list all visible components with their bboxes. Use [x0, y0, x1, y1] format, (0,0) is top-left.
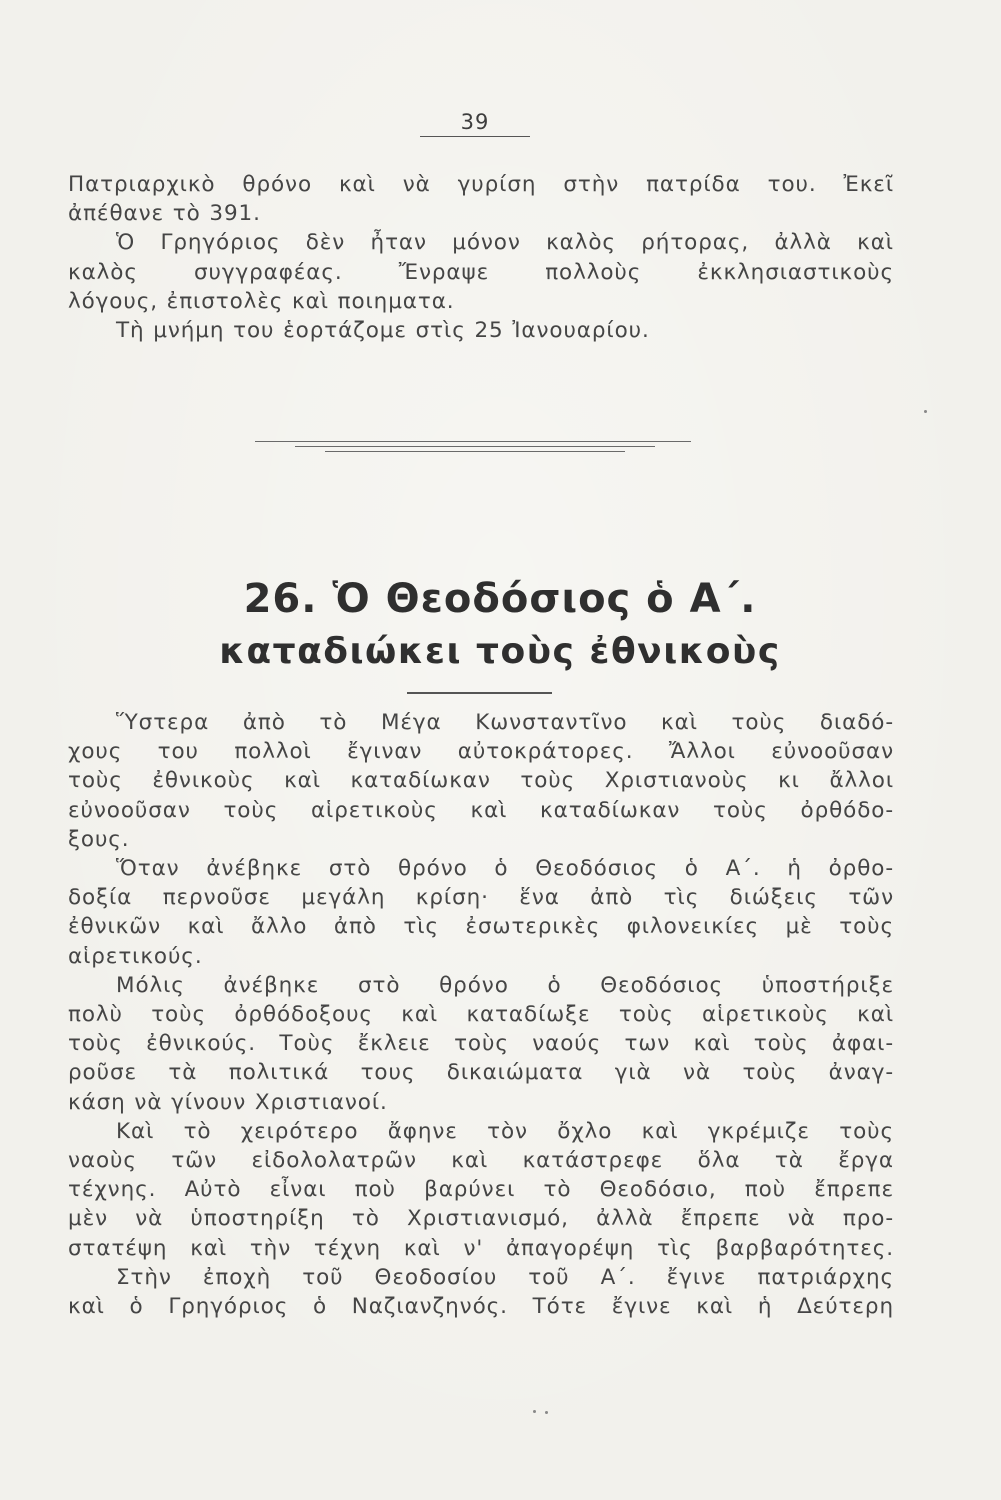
text-line: εὐνοοῦσαν τοὺς αἱρετικοὺς καὶ καταδίωκαν τοὺς ὀρθόδο- — [68, 797, 894, 823]
text-line: Ὅταν ἀνέβηκε στὸ θρόνο ὁ Θεοδόσιος ὁ Α΄. ἡ ὀρθο- — [116, 856, 894, 882]
text-line: Ὁ Γρηγόριος δὲν ἦταν μόνον καλὸς ρήτορας, ἀλλὰ καὶ — [116, 230, 894, 256]
text-line: λόγους, ἐπιστολὲς καὶ ποιηματα. — [68, 288, 455, 314]
text-line: κάση νὰ γίνουν Χριστιανοί. — [68, 1089, 388, 1115]
text-line: καλὸς συγγραφέας. Ἔνραψε πολλοὺς ἐκκλησιαστικοὺς — [68, 259, 894, 285]
paper-speck — [545, 1411, 548, 1414]
section-separator — [255, 439, 691, 457]
text-line: αἱρετικούς. — [68, 943, 203, 969]
text-line: Στὴν ἐποχὴ τοῦ Θεοδοσίου τοῦ Α΄. ἔγινε πατριάρχης — [116, 1264, 894, 1290]
text-line: δοξία περνοῦσε μεγάλη κρίση· ἕνα ἀπὸ τὶς διώξεις τῶν — [68, 885, 894, 911]
text-line: μὲν νὰ ὑποστηρίξη τὸ Χριστιανισμό, ἀλλὰ ἔπρεπε νὰ προ- — [68, 1206, 894, 1232]
paper-speck — [533, 1410, 536, 1413]
text-line: τέχνης. Αὐτὸ εἶναι ποὺ βαρύνει τὸ Θεοδόσιο, ποὺ ἔπρεπε — [68, 1177, 894, 1203]
text-line: Ὕστερα ἀπὸ τὸ Μέγα Κωνσταντῖνο καὶ τοὺς διαδό- — [116, 710, 894, 735]
text-line: τοὺς ἐθνικούς. Τοὺς ἔκλειε τοὺς ναούς των καὶ τοὺς ἀφαι- — [68, 1031, 894, 1057]
paper-speck — [924, 410, 927, 413]
title-underline — [407, 692, 552, 694]
chapter-title: 26. Ὁ Θεοδόσιος ὁ Α΄. — [243, 576, 757, 622]
text-line: ροῦσε τὰ πολιτικά τους δικαιώματα γιὰ νὰ τοὺς ἀναγ- — [68, 1060, 894, 1086]
top-text — [68, 170, 894, 345]
text-line: Πατριαρχικὸ θρόνο καὶ νὰ γυρίση στὴν πατρίδα του. Ἐκεῖ — [68, 172, 894, 197]
text-line: πολὺ τοὺς ὀρθόδοξους καὶ καταδίωξε τοὺς αἱρετικοὺς καὶ — [68, 1002, 894, 1028]
text-line: ξους. — [68, 826, 130, 852]
chapter-subtitle: καταδιώκει τοὺς ἐθνικοὺς — [219, 631, 781, 672]
text-line: Μόλις ἀνέβηκε στὸ θρόνο ὁ Θεοδόσιος ὑποστήριξε — [116, 972, 894, 998]
page-number: 39 — [420, 110, 530, 137]
text-line: τοὺς ἐθνικοὺς καὶ καταδίωκαν τοὺς Χριστιανοὺς κι ἄλλοι — [68, 768, 894, 794]
chapter-body — [68, 708, 894, 1321]
text-line: ἐθνικῶν καὶ ἄλλο ἀπὸ τὶς ἐσωτερικὲς φιλονεικίες μὲ τοὺς — [68, 914, 894, 940]
text-line: στατέψη καὶ τὴν τέχνη καὶ ν' ἀπαγορέψη τὶς βαρβαρότητες. — [68, 1235, 894, 1261]
text-line: χους του πολλοὶ ἔγιναν αὐτοκράτορες. Ἄλλοι εὐνοοῦσαν — [68, 739, 894, 765]
text-line: καὶ ὁ Γρηγόριος ὁ Ναζιανζηνός. Τότε ἔγινε καὶ ἡ Δεύτερη — [68, 1294, 894, 1320]
text-line: Καὶ τὸ χειρότερο ἄφηνε τὸν ὄχλο καὶ γκρέμιζε τοὺς — [116, 1118, 894, 1144]
text-line: ναοὺς τῶν εἰδολολατρῶν καὶ κατάστρεφε ὅλα τὰ ἔργα — [68, 1148, 894, 1174]
text-line: ἀπέθανε τὸ 391. — [68, 201, 261, 227]
text-line: Τὴ μνήμη του ἑορτάζομε στὶς 25 Ἰανουαρίου. — [116, 318, 650, 344]
